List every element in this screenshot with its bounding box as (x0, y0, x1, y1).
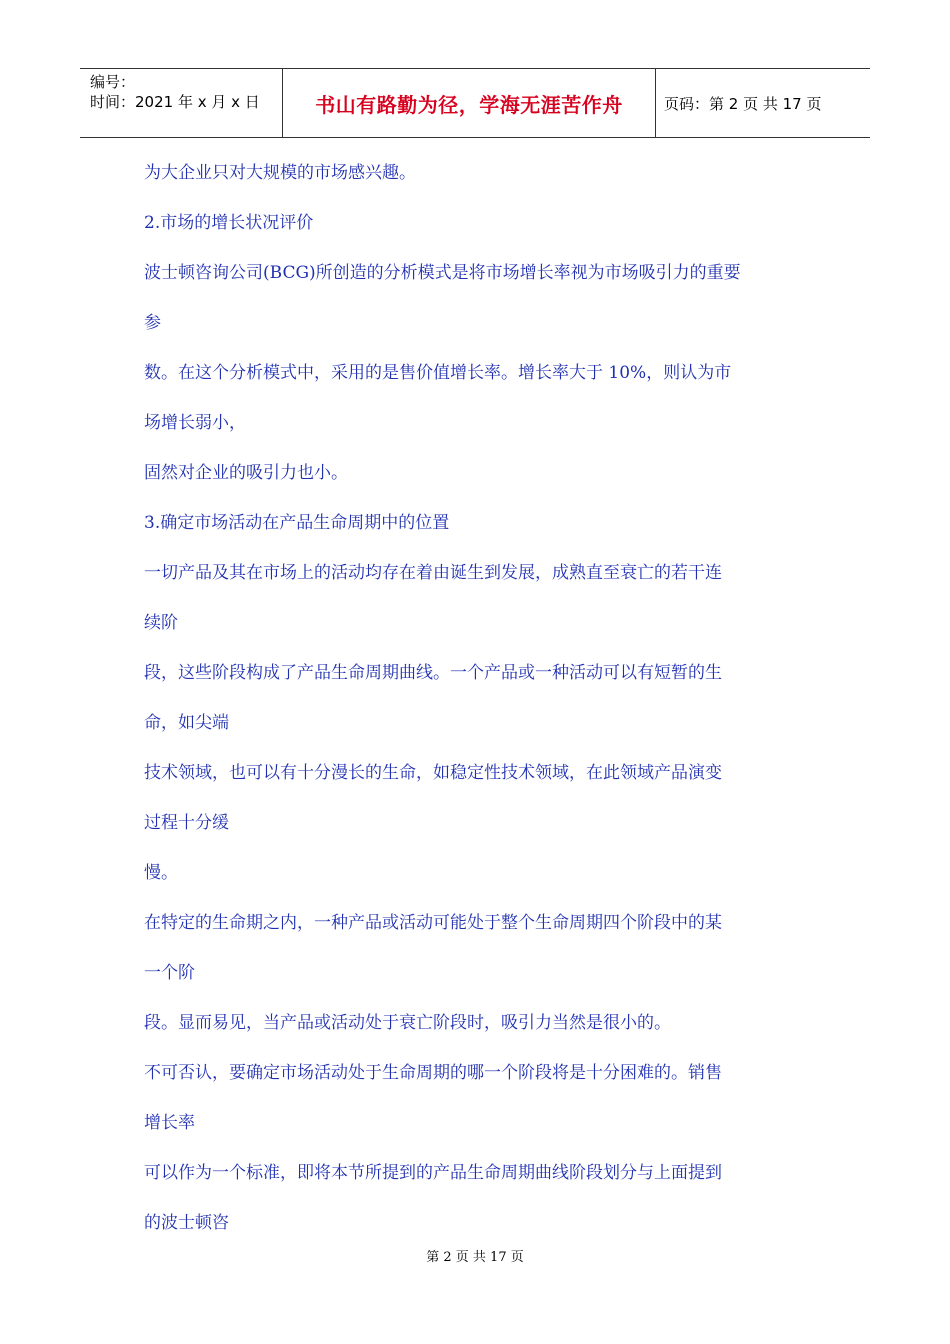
text-line: 段，这些阶段构成了产品生命周期曲线。一个产品或一种活动可以有短暂的生 (144, 663, 722, 683)
text-line: 波士顿咨询公司(BCG)所创造的分析模式是将市场增长率视为市场吸引力的重要 (144, 263, 741, 283)
text-line: 为大企业只对大规模的市场感兴趣。 (144, 163, 416, 183)
document-date: 时间：2021 年 x 月 x 日 (90, 93, 260, 111)
page-header (80, 68, 870, 138)
text-line: 技术领域，也可以有十分漫长的生命，如稳定性技术领域，在此领域产品演变 (144, 763, 722, 783)
section-heading: 3.确定市场活动在产品生命周期中的位置 (144, 513, 450, 533)
text-line: 段。显而易见，当产品或活动处于衰亡阶段时，吸引力当然是很小的。 (144, 1013, 671, 1033)
header-page-info: 页码：第 2 页 共 17 页 (664, 94, 822, 113)
page-footer: 第 2 页 共 17 页 (426, 1250, 524, 1265)
text-line: 慢。 (144, 863, 178, 883)
text-line: 数。在这个分析模式中，采用的是售价值增长率。增长率大于 10%，则认为市 (144, 363, 732, 383)
text-line: 续阶 (144, 613, 178, 633)
text-line: 固然对企业的吸引力也小。 (144, 463, 348, 483)
text-line: 参 (144, 313, 161, 333)
header-motto: 书山有路勤为径，学海无涯苦作舟 (282, 69, 656, 137)
text-line: 场增长弱小， (144, 413, 246, 433)
header-meta (80, 69, 282, 137)
text-line: 的波士顿咨 (144, 1213, 229, 1233)
document-body (144, 148, 824, 1248)
text-line: 命，如尖端 (144, 713, 229, 733)
text-line: 过程十分缓 (144, 813, 229, 833)
text-line: 增长率 (144, 1113, 195, 1133)
document-code: 编号： (90, 73, 136, 91)
section-heading: 2.市场的增长状况评价 (144, 213, 314, 233)
text-line: 在特定的生命期之内，一种产品或活动可能处于整个生命周期四个阶段中的某 (144, 913, 722, 933)
text-line: 不可否认，要确定市场活动处于生命周期的哪一个阶段将是十分困难的。销售 (144, 1063, 722, 1083)
text-line: 一个阶 (144, 963, 195, 983)
text-line: 可以作为一个标准，即将本节所提到的产品生命周期曲线阶段划分与上面提到 (144, 1163, 722, 1183)
text-line: 一切产品及其在市场上的活动均存在着由诞生到发展，成熟直至衰亡的若干连 (144, 563, 722, 583)
